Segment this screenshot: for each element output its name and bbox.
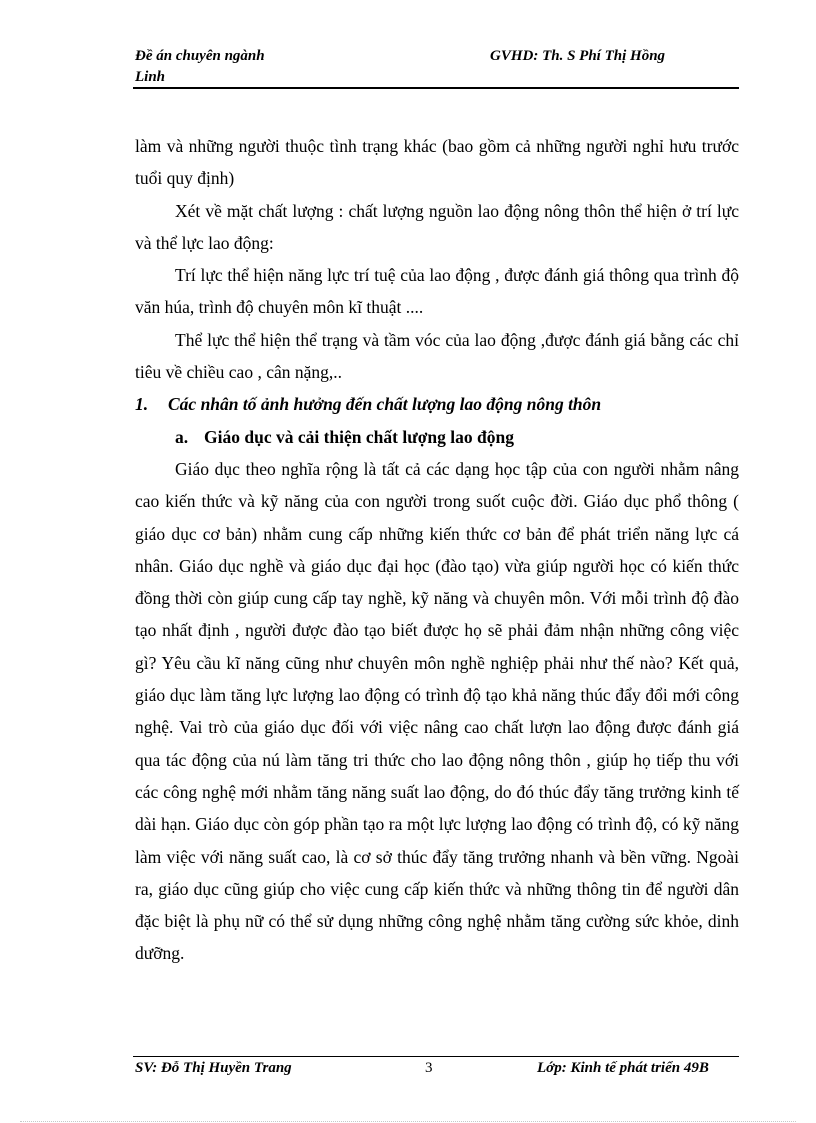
subsection-title: Giáo dục và cải thiện chất lượng lao động xyxy=(204,426,514,447)
footer-class: Lớp: Kinh tế phát triển 49B xyxy=(537,1060,709,1076)
page-number: 3 xyxy=(425,1060,433,1076)
subsection-heading xyxy=(135,421,739,453)
paragraph-physical: Thể lực thể hiện thể trạng và tầm vóc của lao động ,được đánh giá bằng các chỉ tiêu về chiều cao , cân nặng,.. xyxy=(135,329,739,383)
header-supervisor: GVHD: Th. S Phí Thị Hồng xyxy=(490,48,666,64)
paragraph-intellect: Trí lực thể hiện năng lực trí tuệ của lao động , được đánh giá thông qua trình độ văn húa, trình độ chuyên môn kĩ thuật .... xyxy=(135,265,739,318)
paragraph-quality: Xét về mặt chất lượng : chất lượng nguồn lao động nông thôn thể hiện ở trí lực và thể lực lao động: xyxy=(135,200,739,253)
footer-divider xyxy=(133,1056,739,1057)
section-heading xyxy=(135,388,739,420)
page-bottom-border xyxy=(20,1121,796,1122)
header-left xyxy=(135,46,265,88)
section-number: 1. xyxy=(135,394,149,415)
header-course-title: Đề án chuyên ngành xyxy=(135,48,265,64)
header-divider xyxy=(133,87,739,89)
header-course-title-continued: Linh xyxy=(135,69,166,85)
subsection-number: a. xyxy=(175,426,189,447)
footer-student: SV: Đỗ Thị Huyền Trang xyxy=(135,1060,292,1076)
document-body xyxy=(135,130,739,970)
paragraph-education: Giáo dục theo nghĩa rộng là tất cả các dạng học tập của con người nhằm nâng cao kiến thức và kỹ năng của con người trong suốt cuộc đời. Giáo dục phổ thông ( giáo dục cơ bản) nhằm cung cấp những kiến thức cơ bản để phát triển năng lực cá nhân. Giáo dục nghề và giáo dục đại học (đào tạo) vừa giúp người học có kiến thức đồng thời còn giúp cung cấp tay nghề, kỹ năng và chuyên môn. Với mỗi trình độ đào tạo nhất định , người được đào tạo biết được họ sẽ phải đảm nhận những công việc gì? Yêu cầu kĩ năng cũng như chuyên môn nghề nghiệp phải như thế nào? Kết quả, giáo dục làm tăng lực lượng lao động có trình độ tạo khả năng thúc đẩy đổi mới công nghệ. Vai trò của giáo dục đối với việc nâng cao chất lượn lao động được đánh giá qua tác động của nú làm tăng tri thức cho lao động nông thôn , giúp họ tiếp thu với các công nghệ mới nhằm tăng năng suất lao động, do đó thúc đẩy tăng trưởng kinh tế dài hạn. Giáo dục còn góp phần tạo ra một lực lượng lao động có trình độ, có kỹ năng làm việc với năng suất cao, là cơ sở thúc đẩy tăng trưởng nhanh và bền vững. Ngoài ra, giáo dục cũng giúp cho việc cung cấp kiến thức và những thông tin để người dân đặc biệt là phụ nữ có thể sử dụng những công nghệ nhằm tăng cường sức khỏe, dinh dưỡng. xyxy=(135,458,739,964)
section-title: Các nhân tố ảnh hưởng đến chất lượng lao động nông thôn xyxy=(168,394,602,415)
paragraph-continued: làm và những người thuộc tình trạng khác (bao gồm cả những người nghỉ hưu trước tuổi quy định) xyxy=(135,136,739,189)
